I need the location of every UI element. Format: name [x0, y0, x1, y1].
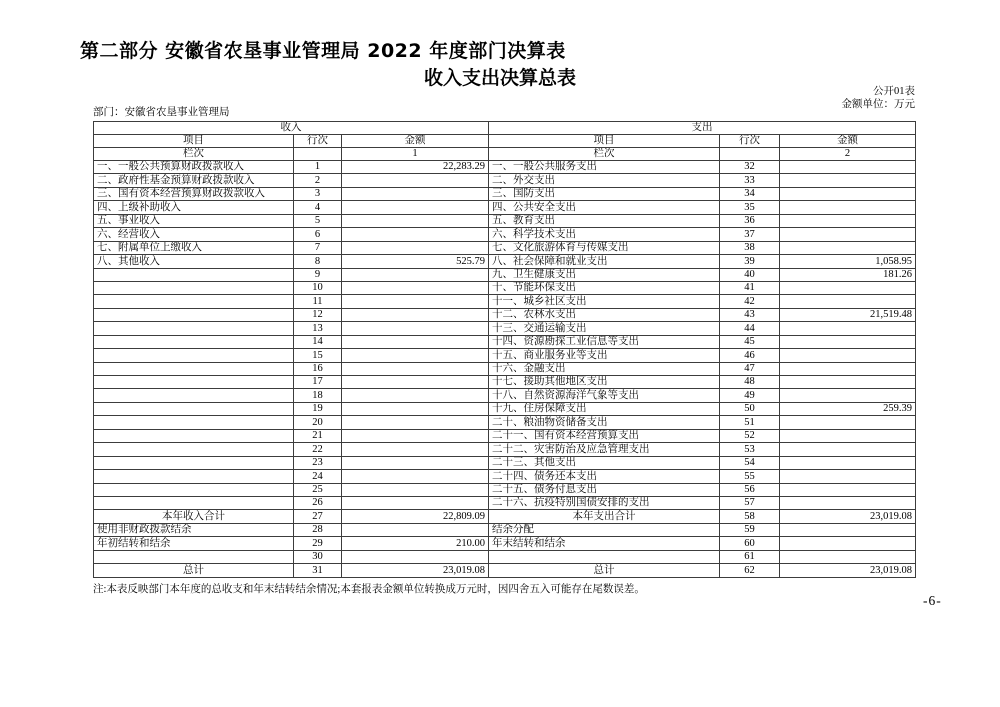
income-amount-cell [342, 295, 489, 308]
table-row [94, 228, 916, 241]
expense-line-cell: 61 [720, 550, 780, 563]
expense-line-cell: 54 [720, 456, 780, 469]
table-row [94, 456, 916, 469]
expense-item-cell: 二十一、国有资本经营预算支出 [489, 429, 720, 442]
expense-item-cell: 十七、援助其他地区支出 [489, 376, 720, 389]
expense-item-cell: 二十、粮油物资储备支出 [489, 416, 720, 429]
expense-amount-cell [780, 483, 916, 496]
expense-amount-cell [780, 523, 916, 536]
expense-item-cell: 十三、交通运输支出 [489, 322, 720, 335]
income-line-cell: 2 [294, 174, 342, 187]
income-line-header: 行次 [294, 135, 342, 148]
expense-line-cell: 32 [720, 161, 780, 174]
income-item-cell: 年初结转和结余 [94, 537, 294, 550]
section-header-row [94, 122, 916, 135]
expense-amount-cell [780, 349, 916, 362]
income-lanci-label: 栏次 [94, 148, 294, 161]
income-item-cell [94, 416, 294, 429]
department-label: 部门：安徽省农垦事业管理局 [93, 107, 230, 118]
expense-line-cell: 34 [720, 187, 780, 200]
income-line-cell: 6 [294, 228, 342, 241]
income-amount-cell [342, 483, 489, 496]
table-row [94, 201, 916, 214]
income-amount-cell [342, 241, 489, 254]
expense-amount-cell: 23,019.08 [780, 564, 916, 578]
income-item-cell [94, 308, 294, 321]
income-amount-header: 金额 [342, 135, 489, 148]
income-amount-cell [342, 389, 489, 402]
income-amount-cell [342, 335, 489, 348]
table-row [94, 161, 916, 174]
income-line-cell: 9 [294, 268, 342, 281]
income-item-cell: 五、事业收入 [94, 214, 294, 227]
expense-column-number: 2 [780, 148, 916, 161]
income-item-cell [94, 322, 294, 335]
expense-line-cell: 42 [720, 295, 780, 308]
table-row [94, 402, 916, 415]
table-row [94, 281, 916, 294]
expense-amount-cell [780, 201, 916, 214]
expense-item-cell: 年末结转和结余 [489, 537, 720, 550]
expense-item-cell: 二、外交支出 [489, 174, 720, 187]
expense-line-cell: 49 [720, 389, 780, 402]
income-amount-cell [342, 456, 489, 469]
income-lanci-blank [294, 148, 342, 161]
expense-amount-cell [780, 281, 916, 294]
income-item-cell [94, 456, 294, 469]
expense-line-header: 行次 [720, 135, 780, 148]
expense-line-cell: 62 [720, 564, 780, 578]
income-amount-cell [342, 308, 489, 321]
expense-amount-cell [780, 295, 916, 308]
expense-item-cell: 十一、城乡社区支出 [489, 295, 720, 308]
income-amount-cell: 210.00 [342, 537, 489, 550]
expense-line-cell: 55 [720, 470, 780, 483]
income-amount-cell [342, 496, 489, 509]
expense-amount-cell: 1,058.95 [780, 255, 916, 268]
expense-line-cell: 58 [720, 510, 780, 523]
income-line-cell: 12 [294, 308, 342, 321]
expense-amount-cell [780, 214, 916, 227]
expense-item-cell: 十、节能环保支出 [489, 281, 720, 294]
income-item-cell [94, 429, 294, 442]
income-item-cell [94, 389, 294, 402]
expense-line-cell: 37 [720, 228, 780, 241]
expense-amount-cell [780, 161, 916, 174]
expense-amount-cell [780, 362, 916, 375]
income-item-cell [94, 376, 294, 389]
expense-amount-cell [780, 228, 916, 241]
expense-amount-cell [780, 241, 916, 254]
expense-line-cell: 46 [720, 349, 780, 362]
income-line-cell: 29 [294, 537, 342, 550]
expense-item-cell: 二十六、抗疫特别国债安排的支出 [489, 496, 720, 509]
expense-amount-cell [780, 429, 916, 442]
income-line-cell: 4 [294, 201, 342, 214]
income-line-cell: 31 [294, 564, 342, 578]
expense-lanci-label: 栏次 [489, 148, 720, 161]
income-line-cell: 13 [294, 322, 342, 335]
income-amount-cell: 22,283.29 [342, 161, 489, 174]
income-line-cell: 18 [294, 389, 342, 402]
page-number: -6- [923, 593, 942, 608]
expense-line-cell: 35 [720, 201, 780, 214]
income-column-number: 1 [342, 148, 489, 161]
expense-item-cell: 十二、农林水支出 [489, 308, 720, 321]
expense-line-cell: 40 [720, 268, 780, 281]
table-row [94, 523, 916, 536]
expense-lanci-blank [720, 148, 780, 161]
table-row [94, 429, 916, 442]
income-amount-cell [342, 550, 489, 563]
table-row [94, 174, 916, 187]
expense-amount-cell: 259.39 [780, 402, 916, 415]
expense-line-cell: 48 [720, 376, 780, 389]
income-line-cell: 30 [294, 550, 342, 563]
table-row [94, 564, 916, 578]
expense-item-cell: 九、卫生健康支出 [489, 268, 720, 281]
income-line-cell: 7 [294, 241, 342, 254]
table-row [94, 443, 916, 456]
expense-line-cell: 60 [720, 537, 780, 550]
unit-label: 金额单位：万元 [841, 99, 915, 110]
income-item-cell: 三、国有资本经营预算财政拨款收入 [94, 187, 294, 200]
income-line-cell: 1 [294, 161, 342, 174]
expense-line-cell: 36 [720, 214, 780, 227]
income-amount-cell [342, 376, 489, 389]
table-row [94, 255, 916, 268]
expense-item-cell: 十四、资源勘探工业信息等支出 [489, 335, 720, 348]
expense-line-cell: 45 [720, 335, 780, 348]
expense-line-cell: 57 [720, 496, 780, 509]
income-amount-cell [342, 174, 489, 187]
income-line-cell: 25 [294, 483, 342, 496]
table-row [94, 241, 916, 254]
income-item-cell: 一、一般公共预算财政拨款收入 [94, 161, 294, 174]
expense-amount-cell [780, 550, 916, 563]
income-line-cell: 15 [294, 349, 342, 362]
income-item-cell [94, 281, 294, 294]
income-amount-cell [342, 214, 489, 227]
expense-item-cell [489, 550, 720, 563]
income-item-cell [94, 496, 294, 509]
income-item-cell: 六、经营收入 [94, 228, 294, 241]
income-line-cell: 20 [294, 416, 342, 429]
table-row [94, 335, 916, 348]
expense-amount-cell [780, 322, 916, 335]
expense-amount-header: 金额 [780, 135, 916, 148]
income-amount-cell [342, 470, 489, 483]
income-item-cell: 本年收入合计 [94, 510, 294, 523]
table-row [94, 483, 916, 496]
table-title: 收入支出决算总表 [423, 67, 576, 89]
expense-amount-cell: 181.26 [780, 268, 916, 281]
income-line-cell: 17 [294, 376, 342, 389]
income-item-cell [94, 550, 294, 563]
expense-amount-cell: 21,519.48 [780, 308, 916, 321]
income-item-cell: 四、上级补助收入 [94, 201, 294, 214]
expense-amount-cell [780, 174, 916, 187]
income-amount-cell: 23,019.08 [342, 564, 489, 578]
expense-line-cell: 59 [720, 523, 780, 536]
table-row [94, 214, 916, 227]
table-row [94, 416, 916, 429]
expense-amount-cell [780, 335, 916, 348]
expense-item-cell: 二十五、债务付息支出 [489, 483, 720, 496]
table-code: 公开01表 [873, 86, 915, 97]
expense-item-cell: 八、社会保障和就业支出 [489, 255, 720, 268]
expense-amount-cell [780, 456, 916, 469]
income-line-cell: 24 [294, 470, 342, 483]
expense-item-cell: 四、公共安全支出 [489, 201, 720, 214]
income-amount-cell [342, 201, 489, 214]
income-item-cell [94, 295, 294, 308]
income-item-cell: 总计 [94, 564, 294, 578]
expense-line-cell: 56 [720, 483, 780, 496]
table-note: 注:本表反映部门本年度的总收支和年末结转结余情况;本套报表金额单位转换成万元时，因四舍五入可能存在尾数误差。 [93, 584, 645, 595]
expense-item-cell: 十九、住房保障支出 [489, 402, 720, 415]
expense-item-cell: 本年支出合计 [489, 510, 720, 523]
income-item-cell: 八、其他收入 [94, 255, 294, 268]
table-row [94, 510, 916, 523]
table-meta [842, 85, 916, 111]
income-line-cell: 14 [294, 335, 342, 348]
expense-item-header: 项目 [489, 135, 720, 148]
income-item-cell [94, 402, 294, 415]
income-item-cell [94, 335, 294, 348]
table-body [94, 161, 916, 578]
table-row [94, 550, 916, 563]
table-row [94, 470, 916, 483]
table-row [94, 496, 916, 509]
expense-amount-cell [780, 537, 916, 550]
income-line-cell: 22 [294, 443, 342, 456]
income-line-cell: 21 [294, 429, 342, 442]
table-row [94, 376, 916, 389]
expense-item-cell: 六、科学技术支出 [489, 228, 720, 241]
income-item-cell [94, 443, 294, 456]
income-amount-cell [342, 187, 489, 200]
expense-item-cell: 五、教育支出 [489, 214, 720, 227]
income-amount-cell [342, 416, 489, 429]
table-row [94, 537, 916, 550]
table-row [94, 389, 916, 402]
expense-section-header: 支出 [489, 122, 916, 135]
column-header-row [94, 135, 916, 148]
income-amount-cell: 525.79 [342, 255, 489, 268]
income-item-cell [94, 362, 294, 375]
income-item-cell: 七、附属单位上缴收入 [94, 241, 294, 254]
expense-amount-cell [780, 389, 916, 402]
expense-amount-cell [780, 443, 916, 456]
expense-line-cell: 43 [720, 308, 780, 321]
expense-item-cell: 十八、自然资源海洋气象等支出 [489, 389, 720, 402]
expense-line-cell: 52 [720, 429, 780, 442]
expense-item-cell: 十五、商业服务业等支出 [489, 349, 720, 362]
expense-item-cell: 二十二、灾害防治及应急管理支出 [489, 443, 720, 456]
income-amount-cell [342, 228, 489, 241]
income-section-header: 收入 [94, 122, 489, 135]
income-amount-cell [342, 429, 489, 442]
income-amount-cell [342, 322, 489, 335]
table-row [94, 187, 916, 200]
expense-amount-cell: 23,019.08 [780, 510, 916, 523]
expense-item-cell: 三、国防支出 [489, 187, 720, 200]
expense-item-cell: 二十四、债务还本支出 [489, 470, 720, 483]
expense-amount-cell [780, 470, 916, 483]
table-row [94, 308, 916, 321]
income-item-cell [94, 483, 294, 496]
income-amount-cell [342, 281, 489, 294]
income-amount-cell [342, 523, 489, 536]
income-line-cell: 8 [294, 255, 342, 268]
table-row [94, 268, 916, 281]
expense-item-cell: 一、一般公共服务支出 [489, 161, 720, 174]
expense-item-cell: 结余分配 [489, 523, 720, 536]
income-line-cell: 3 [294, 187, 342, 200]
income-amount-cell [342, 349, 489, 362]
income-amount-cell [342, 443, 489, 456]
expense-amount-cell [780, 496, 916, 509]
expense-item-cell: 十六、金融支出 [489, 362, 720, 375]
expense-item-cell: 二十三、其他支出 [489, 456, 720, 469]
expense-item-cell: 总计 [489, 564, 720, 578]
expense-line-cell: 38 [720, 241, 780, 254]
income-line-cell: 23 [294, 456, 342, 469]
expense-line-cell: 50 [720, 402, 780, 415]
income-line-cell: 11 [294, 295, 342, 308]
income-line-cell: 19 [294, 402, 342, 415]
income-item-cell: 二、政府性基金预算财政拨款收入 [94, 174, 294, 187]
income-expense-summary-table [93, 121, 916, 578]
income-amount-cell [342, 402, 489, 415]
income-item-cell [94, 268, 294, 281]
expense-line-cell: 53 [720, 443, 780, 456]
income-item-cell [94, 470, 294, 483]
income-line-cell: 10 [294, 281, 342, 294]
income-amount-cell [342, 268, 489, 281]
page-title: 第二部分 安徽省农垦事业管理局 2022 年度部门决算表 [80, 40, 566, 62]
income-line-cell: 28 [294, 523, 342, 536]
column-number-row [94, 148, 916, 161]
expense-amount-cell [780, 187, 916, 200]
income-item-cell: 使用非财政拨款结余 [94, 523, 294, 536]
income-amount-cell [342, 362, 489, 375]
expense-line-cell: 41 [720, 281, 780, 294]
table-row [94, 295, 916, 308]
expense-line-cell: 44 [720, 322, 780, 335]
income-line-cell: 5 [294, 214, 342, 227]
income-line-cell: 16 [294, 362, 342, 375]
income-line-cell: 27 [294, 510, 342, 523]
expense-item-cell: 七、文化旅游体育与传媒支出 [489, 241, 720, 254]
expense-amount-cell [780, 376, 916, 389]
income-item-cell [94, 349, 294, 362]
income-item-header: 项目 [94, 135, 294, 148]
expense-line-cell: 51 [720, 416, 780, 429]
table-row [94, 349, 916, 362]
income-line-cell: 26 [294, 496, 342, 509]
expense-line-cell: 33 [720, 174, 780, 187]
expense-line-cell: 47 [720, 362, 780, 375]
table-row [94, 362, 916, 375]
table-row [94, 322, 916, 335]
income-amount-cell: 22,809.09 [342, 510, 489, 523]
expense-amount-cell [780, 416, 916, 429]
expense-line-cell: 39 [720, 255, 780, 268]
